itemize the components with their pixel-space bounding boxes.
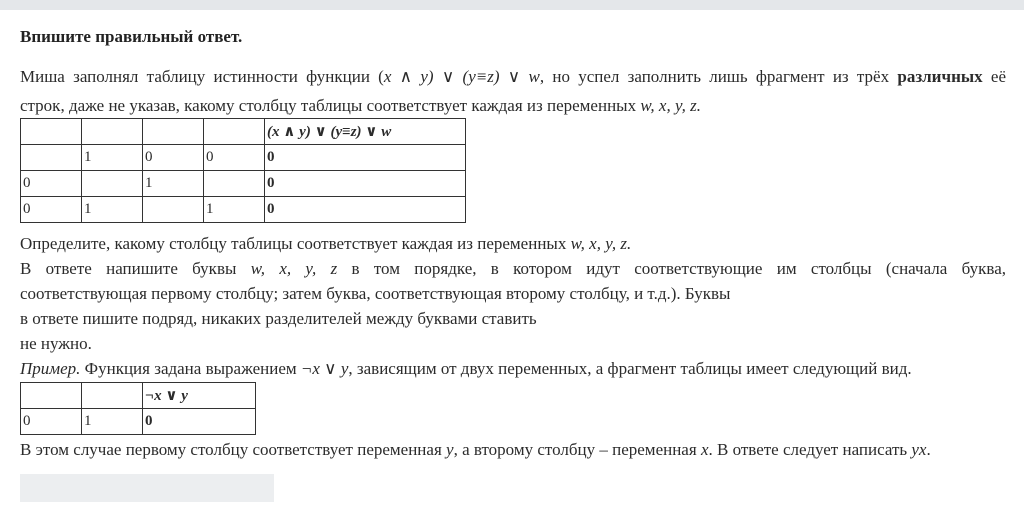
conclusion-line: В этом случае первому столбцу соответствует переменная y, а второму столбцу – переменная x. В ответе следует написать yx. [20,440,931,459]
header-cell [82,119,143,145]
answer-instructions-line-1: В ответе напишите буквы w, x, y, z в том порядке, в котором идут соответствующие им столбцы (сначала буква, [20,259,1006,278]
example-table [20,382,256,435]
table-row [21,145,466,171]
table-cell: 0 [21,197,82,223]
truth-table [20,118,466,223]
function-header-cell: (x ∧ y) ∨ (y≡z) ∨ w [265,119,466,145]
table-cell: 1 [204,197,265,223]
top-bar [0,0,1024,10]
table-cell: 0 [143,145,204,171]
table-cell: 1 [143,171,204,197]
table-row [21,197,466,223]
intro-line-1: Миша заполнял таблицу истинности функции (x ∧ y) ∨ (y≡z) ∨ w, но успел заполнить лишь фрагмент из трёх различных её [20,67,1007,86]
header-cell [82,383,143,409]
answer-instructions-line-2: соответствующая первому столбцу; затем буква, соответствующая второму столбцу, и т.д.). Буквы [20,284,731,303]
table-cell [82,171,143,197]
table-cell [204,171,265,197]
table-cell: 1 [82,409,143,435]
function-value-cell: 0 [265,171,466,197]
table-row [21,409,256,435]
table-cell: 0 [204,145,265,171]
example-line: Пример. Функция задана выражением ¬x ∨ y, зависящим от двух переменных, а фрагмент таблицы имеет следующий вид. [20,359,912,378]
question-line: Определите, какому столбцу таблицы соответствует каждая из переменных w, x, y, z. [20,234,632,253]
function-value-cell: 0 [265,197,466,223]
answer-input[interactable] [20,474,274,502]
function-header-cell: ¬x ∨ y [143,383,256,409]
answer-instructions-line-4: не нужно. [20,334,92,353]
table-cell: 1 [82,197,143,223]
example-table-header-row [21,383,256,409]
table-cell [21,145,82,171]
function-value-cell: 0 [143,409,256,435]
table-cell: 0 [21,171,82,197]
table-cell: 0 [21,409,82,435]
header-cell [143,119,204,145]
table-row [21,171,466,197]
table-cell [143,197,204,223]
header-cell [21,119,82,145]
task-heading: Впишите правильный ответ. [20,27,243,46]
truth-table-header-row [21,119,466,145]
table-cell: 1 [82,145,143,171]
header-cell [21,383,82,409]
header-cell [204,119,265,145]
intro-line-2: строк, даже не указав, какому столбцу таблицы соответствует каждая из переменных w, x, y, z. [20,96,701,115]
answer-instructions-line-3: в ответе пишите подряд, никаких разделителей между буквами ставить [20,309,537,328]
function-value-cell: 0 [265,145,466,171]
